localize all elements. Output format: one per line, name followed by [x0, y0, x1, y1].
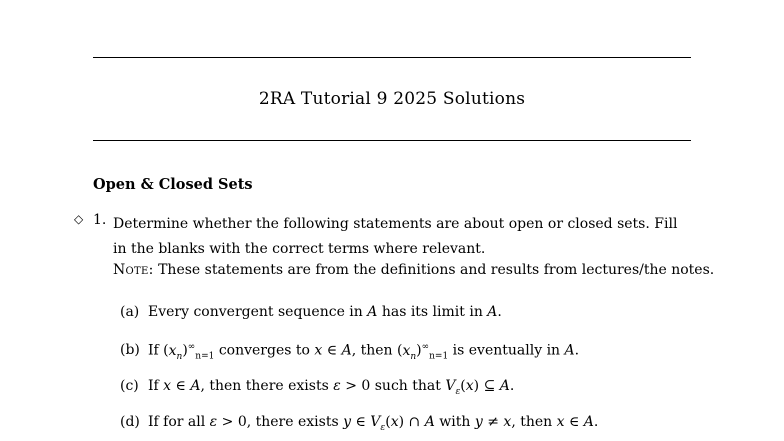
question-number: 1. — [93, 212, 107, 228]
part-text: Every convergent sequence in A has its limit in A. — [148, 304, 502, 320]
diamond-icon: ◇ — [74, 212, 84, 226]
part-label: (c) — [120, 378, 139, 394]
part-text: If x ∈ A, then there exists ε > 0 such that $V_\varepsilon(x)$ ⊆ A. — [148, 378, 515, 397]
part-label: (a) — [120, 304, 140, 320]
part-label: (b) — [120, 342, 140, 358]
top-rule — [93, 57, 691, 58]
note-line — [113, 262, 714, 278]
part-label: (d) — [120, 414, 140, 430]
section-heading: Open & Closed Sets — [93, 176, 253, 193]
part-text: If for all ε > 0, there exists y ∈ $V_\varepsilon(x)$ ∩ A with y ≠ x, then x ∈ A. — [148, 414, 599, 433]
part-text: If $(x_n)^\infty_{n=1}$ converges to x ∈ A, then $(x_n)^\infty_{n=1}$ is eventually in A. — [148, 342, 580, 362]
question-text: Determine whether the following statements are about open or closed sets. Fill in the blanks with the correct terms where relevant. — [113, 216, 678, 257]
bottom-rule — [93, 140, 691, 141]
note-label: Note: — [113, 262, 154, 278]
note-text: These statements are from the definitions and results from lectures/the notes. — [158, 262, 715, 278]
document-title: 2RA Tutorial 9 2025 Solutions — [258, 89, 526, 109]
